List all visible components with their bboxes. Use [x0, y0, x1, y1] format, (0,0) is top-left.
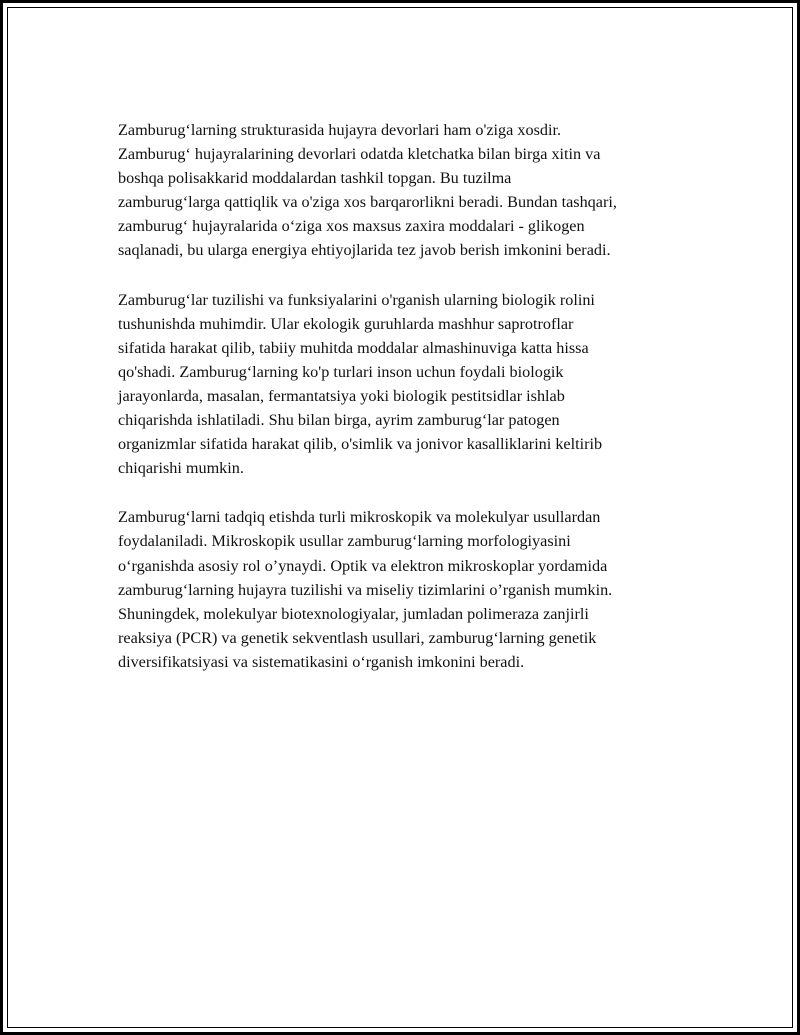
text-line: sifatida harakat qilib, tabiiy muhitda moddalar almashinuviga katta hissa [118, 338, 589, 357]
text-line: zamburug‘ hujayralarida o‘ziga xos maxsus zaxira moddalari - glikogen [118, 217, 585, 236]
text-line: reaksiya (PCR) va genetik sekventlash usullari, zamburug‘larning genetik [118, 628, 597, 647]
text-line: boshqa polisakkarid moddalardan tashkil topgan. Bu tuzilma [118, 169, 512, 188]
text-line: Zamburug‘larning strukturasida hujayra devorlari ham o'ziga xosdir. [118, 121, 561, 139]
text-line: zamburug‘larning hujayra tuzilishi va miseliy tizimlarini o’rganish mumkin. [118, 580, 613, 599]
text-line: diversifikatsiyasi va sistematikasini o‘rganish imkonini beradi. [118, 652, 525, 671]
text-line: Shuningdek, molekulyar biotexnologiyalar, jumladan polimeraza zanjirli [118, 604, 589, 623]
text-line: saqlanadi, bu ularga energiya ehtiyojlarida tez javob berish imkonini beradi. [118, 241, 611, 260]
text-line: foydalaniladi. Mikroskopik usullar zamburug‘larning morfologiyasini [118, 532, 571, 551]
text-line: Zamburug‘ hujayralarining devorlari odatda kletchatka bilan birga xitin va [118, 145, 601, 164]
document-body [118, 118, 690, 699]
paragraph-3 [118, 505, 690, 674]
text-line: o‘rganishda asosiy rol o’ynaydi. Optik va elektron mikroskoplar yordamida [118, 556, 608, 575]
text-line: Zamburug‘lar tuzilishi va funksiyalarini o'rganish ularning biologik rolini [118, 290, 595, 309]
text-line: chiqarishi mumkin. [118, 459, 244, 478]
paragraph-1 [118, 118, 690, 263]
text-line: organizmlar sifatida harakat qilib, o'simlik va jonivor kasalliklarini keltirib [118, 435, 603, 454]
text-line: tushunishda muhimdir. Ular ekologik guruhlarda mashhur saprotroflar [118, 314, 574, 333]
text-line: zamburug‘larga qattiqlik va o'ziga xos barqarorlikni beradi. Bundan tashqari, [118, 193, 617, 212]
text-line: qo'shadi. Zamburug‘larning ko'p turlari inson uchun foydali biologik [118, 362, 564, 381]
text-line: jarayonlarda, masalan, fermantatsiya yoki biologik pestitsidlar ishlab [118, 386, 565, 405]
text-line: Zamburug‘larni tadqiq etishda turli mikroskopik va molekulyar usullardan [118, 508, 601, 527]
text-line: chiqarishda ishlatiladi. Shu bilan birga, ayrim zamburug‘lar patogen [118, 411, 560, 430]
paragraph-2 [118, 288, 690, 481]
